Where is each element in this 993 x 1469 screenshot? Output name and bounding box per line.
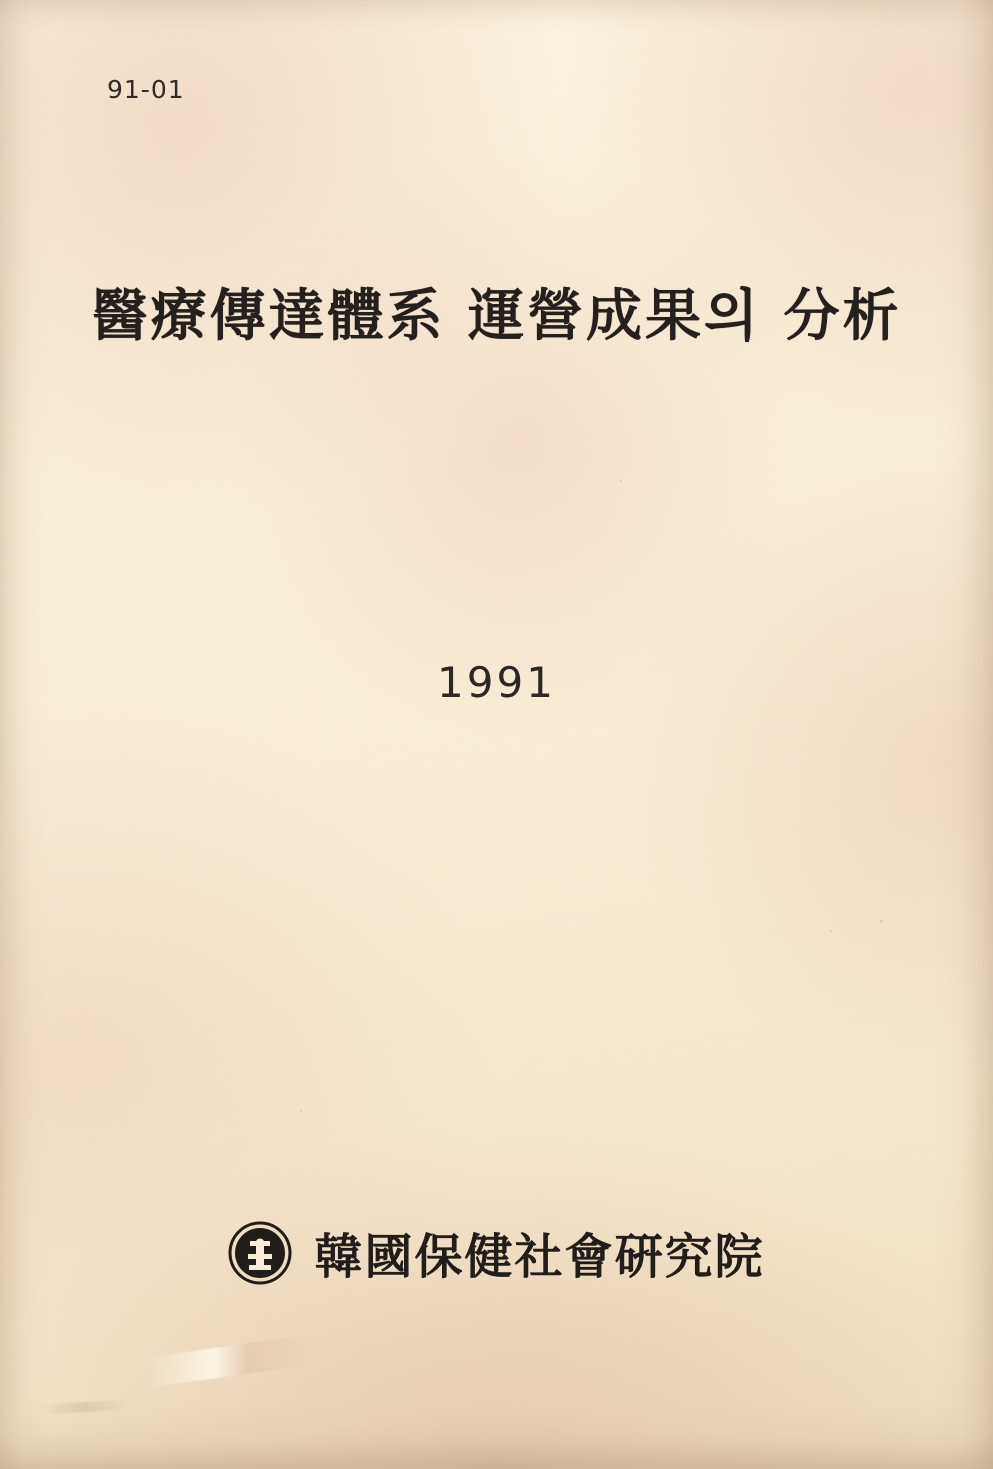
institute-emblem-icon: [228, 1221, 292, 1285]
catalog-number: 91-01: [107, 75, 185, 104]
publication-year: 1991: [437, 658, 556, 707]
paper-scuff-mark: [149, 1335, 312, 1387]
paper-speck: [830, 930, 832, 932]
paper-crease-mark: [40, 1400, 130, 1415]
paper-speck: [300, 1110, 302, 1112]
page-title: 醫療傳達體系 運營成果의 分析: [91, 283, 902, 349]
paper-speck: [620, 480, 622, 482]
publisher-name: 韓國保健社會硏究院: [314, 1229, 765, 1285]
publisher-block: [0, 1218, 993, 1287]
paper-speck: [880, 920, 883, 923]
